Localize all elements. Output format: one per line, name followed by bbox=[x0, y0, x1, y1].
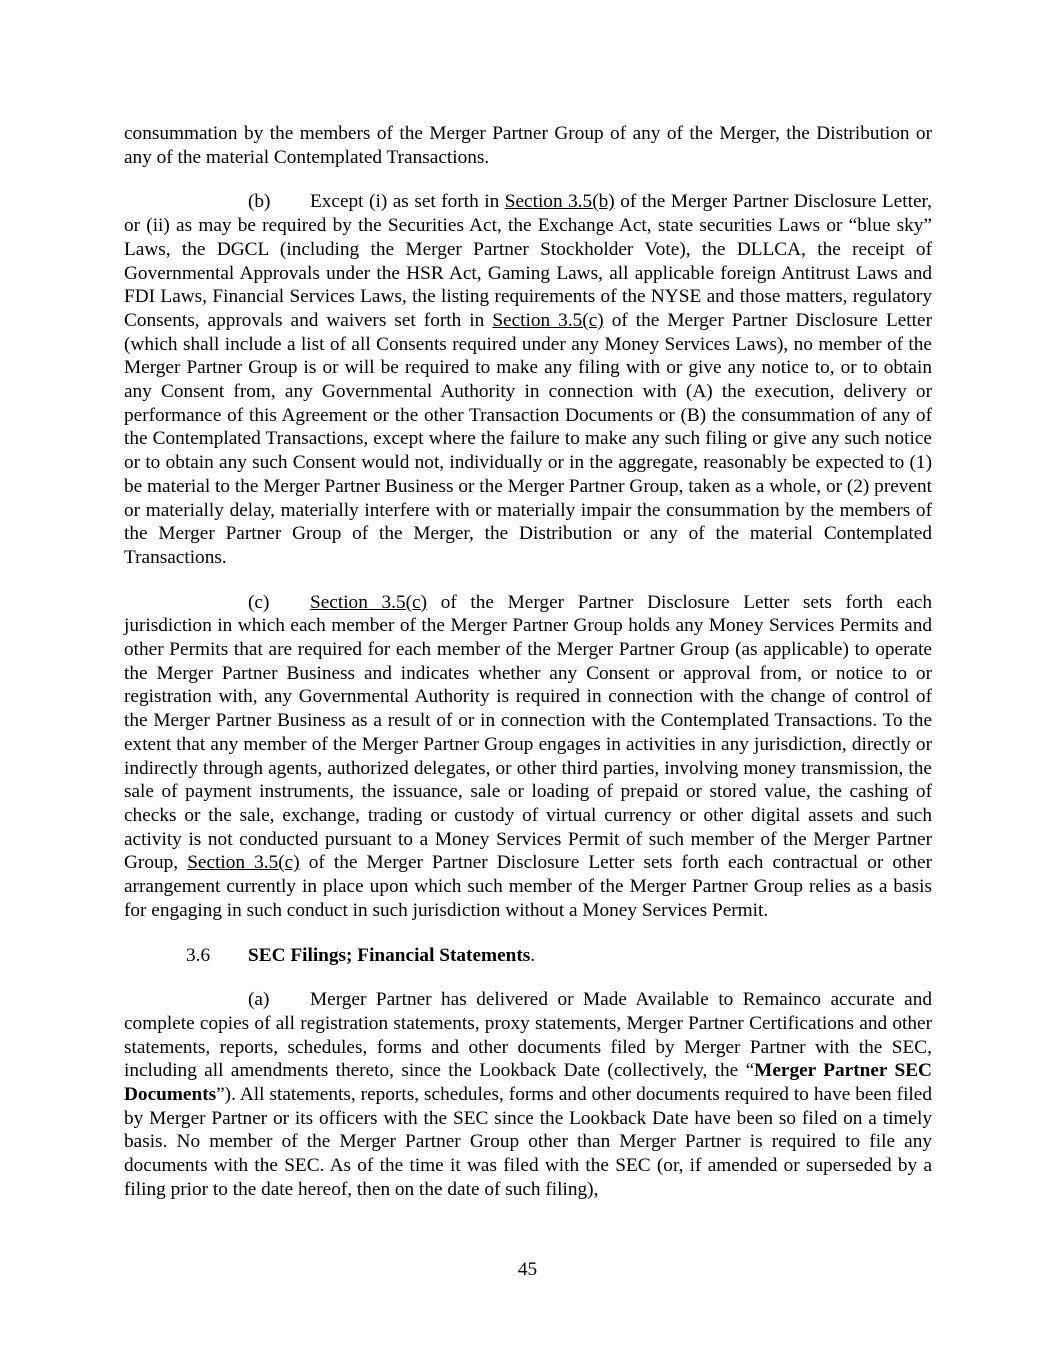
paragraph-gap bbox=[124, 923, 932, 944]
paragraph-text: of the Merger Partner Disclosure Letter, or (ii) as may be required by the Securities Act, the Exchange Act, state securities Laws or “blue sky” Laws, the DGCL (including the Merger Partner Stockholder Vote), the DLLCA, the receipt of Governmental Approvals under the HSR Act, Gaming Laws, all applicable foreign Antitrust Laws and FDI Laws, Financial Services Laws, the listing requirements of the NYSE and those matters, regulatory Consents, approvals and waivers set forth in bbox=[124, 191, 932, 331]
paragraph-c bbox=[124, 591, 932, 923]
cross-reference-link: Section 3.5(c) bbox=[310, 591, 428, 613]
document-page bbox=[124, 122, 932, 1202]
clause-label-a: (a) bbox=[248, 989, 270, 1011]
paragraph-gap bbox=[124, 570, 932, 591]
paragraph-text: Except (i) as set forth in bbox=[310, 191, 505, 213]
paragraph-text: of the Merger Partner Disclosure Letter sets forth each jurisdiction in which each member of the Merger Partner Group holds any Money Services Permits and other Permits that are required for each member of the Merger Partner Group (as applicable) to operate the Merger Partner Business and indicates whether any Consent or approval from, or notice to or registration with, any Governmental Authority is required in connection with the change of control of the Merger Partner Business as a result of or in connection with the Contemplated Transactions. To the extent that any member of the Merger Partner Group engages in activities in any jurisdiction, directly or indirectly through agents, authorized delegates, or other third parties, involving money transmission, the sale of payment instruments, the issuance, sale or loading of prepaid or stored value, the cashing of checks or the sale, exchange, trading or custody of virtual currency or other digital assets and such activity is not conducted pursuant to a Money Services Permit of such member of the Merger Partner Group, bbox=[124, 591, 933, 874]
section-title-period: . bbox=[530, 944, 536, 966]
defined-term: Merger Partner SEC Documents bbox=[124, 1060, 932, 1106]
page-number: 45 bbox=[517, 1259, 538, 1280]
paragraph-text: Merger Partner has delivered or Made Available to Remainco accurate and complete copies of all registration statements, proxy statements, Merger Partner Certifications and other statements, reports, schedules, forms and other documents filed by Merger Partner with the SEC, including all amendments thereto, since the Lookback Date (collectively, the “ bbox=[124, 989, 932, 1082]
cross-reference-link: Section 3.5(c) bbox=[187, 852, 300, 874]
cross-reference-link: Section 3.5(c) bbox=[492, 309, 604, 331]
paragraph-b bbox=[124, 190, 932, 569]
paragraph-gap bbox=[124, 967, 932, 988]
paragraph-gap bbox=[124, 169, 932, 190]
section-title: SEC Filings; Financial Statements bbox=[248, 944, 531, 966]
paragraph-a bbox=[124, 988, 932, 1201]
cross-reference-link: Section 3.5(b) bbox=[504, 191, 615, 213]
clause-label-c: (c) bbox=[248, 591, 270, 613]
paragraph-text: consummation by the members of the Merger Partner Group of any of the Merger, the Distribution or any of the material Contemplated Transactions. bbox=[124, 123, 932, 168]
section-heading bbox=[124, 944, 932, 968]
paragraph-text: ”). All statements, reports, schedules, forms and other documents required to have been filed by Merger Partner or its officers with the SEC since the Lookback Date have been so filed on a timely basis. No member of the Merger Partner Group other than Merger Partner is required to file any documents with the SEC. As of the time it was filed with the SEC (or, if amended or superseded by a filing prior to the date hereof, then on the date of such filing), bbox=[124, 1084, 932, 1200]
paragraph-text: of the Merger Partner Disclosure Letter (which shall include a list of all Consents required under any Money Services Laws), no member of the Merger Partner Group is or will be required to make any filing with or give any notice to, or to obtain any Consent from, any Governmental Authority in connection with (A) the execution, delivery or performance of this Agreement or the other Transaction Documents or (B) the consummation of any of the Contemplated Transactions, except where the failure to make any such filing or give any such notice or to obtain any such Consent would not, individually or in the aggregate, reasonably be expected to (1) be material to the Merger Partner Business or the Merger Partner Group, taken as a whole, or (2) prevent or materially delay, materially interfere with or materially impair the consummation by the members of the Merger Partner Group of the Merger, the Distribution or any of the material Contemplated Transactions. bbox=[124, 309, 932, 568]
paragraph-continuation bbox=[124, 122, 932, 169]
paragraph-text: of the Merger Partner Disclosure Letter sets forth each contractual or other arrangement currently in place upon which such member of the Merger Partner Group relies as a basis for engaging in such conduct in such jurisdiction without a Money Services Permit. bbox=[124, 852, 932, 921]
section-number: 3.6 bbox=[186, 944, 211, 966]
clause-label-b: (b) bbox=[248, 191, 271, 213]
